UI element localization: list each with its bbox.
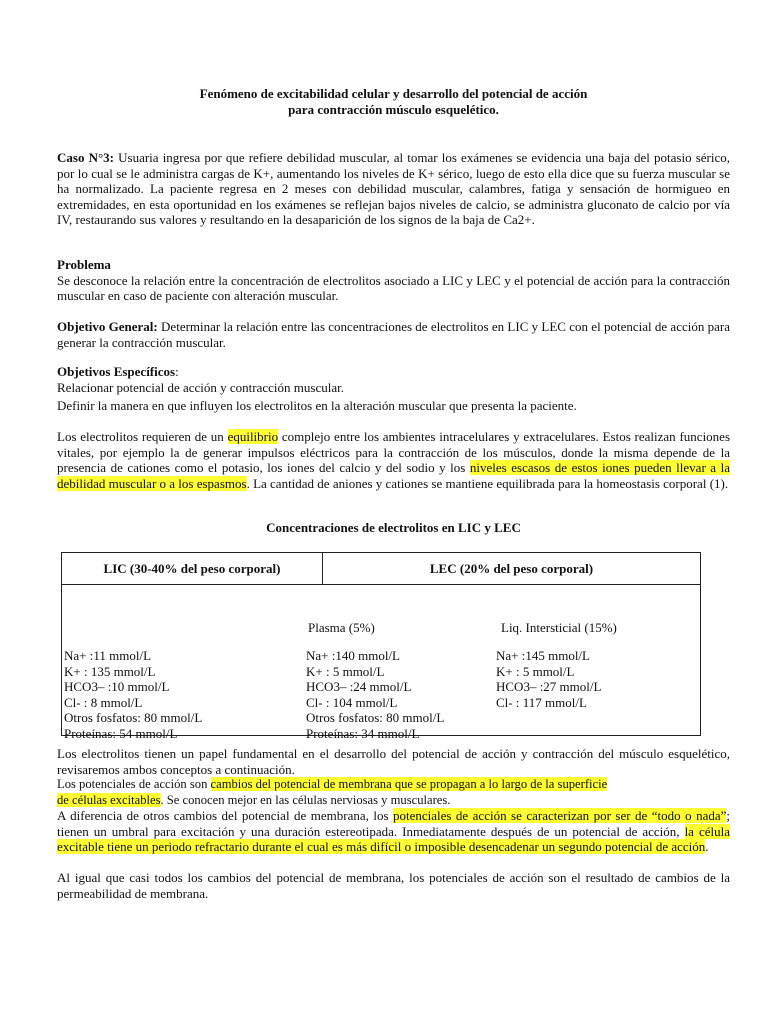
diferencia-paragraph	[57, 808, 730, 855]
plasma-value: Otros fosfatos: 80 mmol/L	[306, 710, 445, 726]
highlight-equilibrio: equilibrio	[227, 429, 279, 444]
electrolitos-text-3: . La cantidad de aniones y cationes se mantiene equilibrada para la homeostasis corporal (1).	[246, 475, 729, 491]
plasma-values	[306, 648, 444, 742]
highlight-cambios-potencial: cambios del potencial de membrana que se propagan a lo largo de la superficie	[210, 777, 608, 791]
objetivo-item-1: Relacionar potencial de acción y contracción muscular.	[57, 379, 344, 395]
electrolitos-paragraph	[57, 429, 730, 491]
lic-value: Otros fosfatos: 80 mmol/L	[64, 710, 203, 726]
highlight-todo-o-nada: potenciales de acción se caracterizan por ser de “todo o nada”	[392, 808, 727, 823]
electrolitos-text-1: Los electrolitos requieren de un	[57, 429, 228, 444]
objetivo-general-text: Determinar la relación entre las concentraciones de electrolitos en LIC y LEC con el potencial de acción para generar la contracción muscular.	[57, 319, 730, 350]
highlight-celulas-excitables: de células excitables	[57, 792, 161, 807]
intersticial-label: Liq. Intersticial (15%)	[501, 620, 617, 635]
objetivo-general-label: Objetivo General:	[57, 319, 158, 334]
lec-header: LEC (20% del peso corporal)	[323, 553, 701, 585]
plasma-value: HCO3– :24 mmol/L	[306, 679, 412, 695]
lic-value: Proteínas: 54 mmol/L	[64, 725, 178, 741]
electrolitos-text-2: complejo entre los ambientes intracelulares y extracelulares. Estos realizan funciones vitales, por ejemplo la de generar impulsos eléctricos para la contracción de los músculos, donde la misma depende de la presencia de cationes como el potasio, los iones del calcio y del sodio y los	[57, 429, 731, 476]
objetivo-item-2: Definir la manera en que influyen los electrolitos en la alteración muscular que presenta la paciente.	[57, 398, 577, 414]
caso-paragraph	[57, 150, 730, 228]
problema-section	[57, 257, 730, 304]
title-line-2: para contracción músculo esquelético.	[288, 102, 499, 117]
plasma-label: Plasma (5%)	[308, 620, 375, 635]
plasma-value: Na+ :140 mmol/L	[306, 648, 400, 663]
table-body-cell	[62, 585, 701, 741]
problema-heading: Problema	[57, 257, 111, 272]
table-caption: Concentraciones de electrolitos en LIC y LEC	[266, 520, 521, 535]
title-line-1: Fenómeno de excitabilidad celular y desarrollo del potencial de acción	[199, 86, 588, 101]
caso-text: Usuaria ingresa por que refiere debilidad muscular, al tomar los exámenes se evidencia una baja del potasio sérico, por lo cual se le administra cargas de K+, aumentando los niveles de K+ sérico, luego de esto ella dice que su fuerza muscular se ha normalizado. La paciente regresa en 2 meses con debilidad muscular, calambres, fatiga y sensación de hormigueo en extremidades, en esta oportunidad en los exámenes se reflejan bajos niveles de calcio, se administra gluconato de calcio por vía IV, restaurando sus valores y resultando en la desaparición de los signos de la baja de Ca2+.	[57, 150, 730, 228]
objetivo-general-paragraph	[57, 319, 730, 350]
potenciales-text-2: . Se conocen mejor en las células nerviosas y musculares.	[160, 792, 451, 807]
lic-value: Na+ :11 mmol/L	[64, 648, 152, 663]
document-title	[57, 86, 730, 118]
objetivos-colon: :	[175, 364, 179, 379]
intersticial-value: HCO3– :27 mmol/L	[496, 679, 602, 695]
potenciales-paragraph	[57, 777, 730, 808]
diferencia-text-3: .	[705, 839, 709, 855]
objetivos-especificos-section	[57, 364, 730, 414]
problema-text: Se desconoce la relación entre la concentración de electrolitos asociado a LIC y LEC y el potencial de acción para la contracción muscular en caso de paciente con alteración muscular.	[57, 272, 730, 304]
intersticial-value: Na+ :145 mmol/L	[496, 648, 590, 663]
final-paragraph: Al igual que casi todos los cambios del potencial de membrana, los potenciales de acción son el resultado de cambios de la permeabilidad de membrana.	[57, 870, 730, 901]
lic-header: LIC (30-40% del peso corporal)	[62, 553, 323, 585]
highlight-periodo-refractario: la célula excitable tiene un periodo refractario durante el cual es más difícil o imposible desencadenar un segundo potencial de acción	[57, 823, 731, 855]
plasma-value: Cl- : 104 mmol/L	[306, 694, 398, 710]
intersticial-values	[496, 648, 601, 710]
diferencia-text-1: A diferencia de otros cambios del potencial de membrana, los	[57, 808, 393, 823]
diferencia-text-2: ; tienen un umbral para excitación y una duración estereotipada. Inmediatamente después de un potencial de acción,	[57, 808, 730, 839]
objetivos-especificos-heading: Objetivos Específicos	[57, 364, 176, 379]
caso-label: Caso N°3:	[57, 150, 114, 165]
intersticial-value: Cl- : 117 mmol/L	[496, 694, 587, 710]
lic-value: HCO3– :10 mmol/L	[64, 679, 170, 695]
potenciales-text-1: Los potenciales de acción son	[57, 777, 211, 791]
intersticial-value: K+ : 5 mmol/L	[496, 663, 575, 679]
lic-values	[64, 648, 202, 742]
lic-value: Cl- : 8 mmol/L	[64, 694, 143, 710]
highlight-niveles-escasos: niveles escasos de estos iones pueden llevar a la debilidad muscular o a los espasmos	[57, 460, 731, 491]
lic-value: K+ : 135 mmol/L	[64, 663, 156, 679]
plasma-value: K+ : 5 mmol/L	[306, 663, 385, 679]
papel-paragraph: Los electrolitos tienen un papel fundamental en el desarrollo del potencial de acción y contracción del músculo esquelético, revisaremos ambos conceptos a continuación.	[57, 746, 730, 777]
electrolyte-table	[61, 552, 701, 741]
plasma-value: Proteínas: 34 mmol/L	[306, 725, 420, 741]
